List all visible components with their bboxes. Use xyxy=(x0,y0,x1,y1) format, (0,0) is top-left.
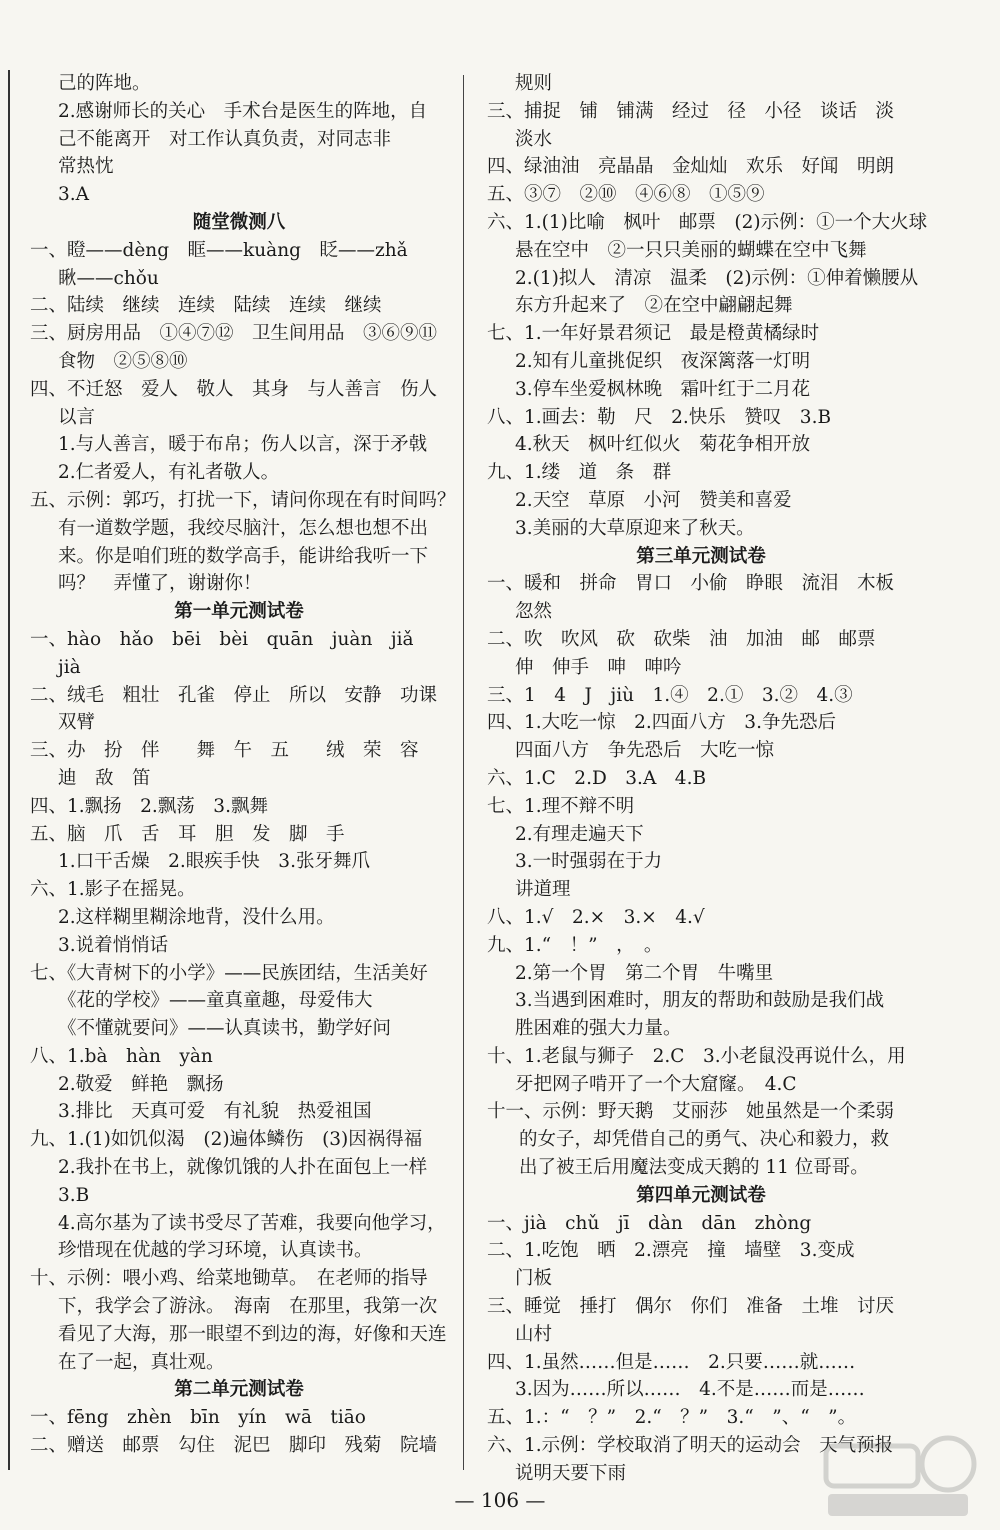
answer-line: 忽然 xyxy=(515,601,553,623)
answer-line: 九、1.“ ！” ， 。 xyxy=(487,934,663,956)
binding-edge-line xyxy=(8,70,10,1470)
answer-line: 3.A xyxy=(58,184,90,206)
section-heading: 第二单元测试卷 xyxy=(174,1379,304,1401)
answer-line: 2.(1)拟人 清凉 温柔 (2)示例：①伸着懒腰从 xyxy=(515,267,919,289)
answer-line: 二、陆续 继续 连续 陆续 连续 继续 xyxy=(30,295,382,317)
answer-line: 3.一时强弱在于力 xyxy=(515,851,663,873)
answer-line: 4.高尔基为了读书受尽了苦难，我要向他学习， xyxy=(58,1212,446,1234)
left-answer-column xyxy=(30,70,456,1460)
answer-line: 四、不迁怒 爱人 敬人 其身 与人善言 伤人 xyxy=(30,378,438,400)
answer-line: 2.有理走遍天下 xyxy=(515,823,644,845)
answer-line: 二、绒毛 粗壮 孔雀 停止 所以 安静 功课 xyxy=(30,684,438,706)
answer-line: 双臂 xyxy=(58,712,96,734)
answer-line: 2.仁者爱人，有礼者敬人。 xyxy=(58,462,280,484)
answer-line: 二、赠送 邮票 勾住 泥巴 脚印 残菊 院墙 xyxy=(30,1435,438,1457)
answer-line: 伸 伸手 呻 呻吟 xyxy=(515,656,682,678)
answer-line: 十、1.老鼠与狮子 2.C 3.小老鼠没再说什么，用 xyxy=(487,1045,906,1067)
answer-line: 五、示例：郭巧，打扰一下，请问你现在有时间吗？ xyxy=(30,489,456,511)
answer-line: 一、jià chǔ jī dàn dān zhòng xyxy=(487,1212,812,1234)
answer-line: 六、1.C 2.D 3.A 4.B xyxy=(487,767,707,789)
answer-line: 二、1.吃饱 晒 2.漂亮 撞 墙壁 3.变成 xyxy=(487,1240,855,1262)
section-heading: 第一单元测试卷 xyxy=(174,601,304,623)
answer-line: 2.感谢师长的关心 手术台是医生的阵地，自 xyxy=(58,100,428,122)
answer-line: 迪 敌 笛 xyxy=(58,767,151,789)
answer-line: 讲道理 xyxy=(515,879,571,901)
answer-line: 七、1.一年好景君须记 最是橙黄橘绿时 xyxy=(487,323,820,345)
answer-line: 规则 xyxy=(515,73,553,94)
answer-line: 四面八方 争先恐后 大吃一惊 xyxy=(515,740,775,762)
answer-line: 3.因为……所以…… 4.不是……而是…… xyxy=(515,1379,865,1401)
answer-line: 2.这样糊里糊涂地背，没什么用。 xyxy=(58,906,335,928)
answer-line: 3.说着悄悄话 xyxy=(58,934,169,956)
answer-line: 胜困难的强大力量。 xyxy=(515,1018,682,1040)
answer-line: 八、1.bà hàn yàn xyxy=(30,1045,213,1067)
answer-line: 一、fēng zhèn bīn yín wā tiāo xyxy=(30,1407,366,1429)
page-number: — 106 — xyxy=(454,1488,546,1512)
answer-line: 《花的学校》——童真童趣，母爱伟大 xyxy=(58,990,373,1012)
answer-line: 五、脑 爪 舌 耳 胆 发 脚 手 xyxy=(30,823,345,845)
answer-line: 看见了大海，那一眼望不到边的海，好像和天连 xyxy=(58,1323,447,1345)
answer-line: 九、1.缕 道 条 群 xyxy=(487,462,672,484)
answer-line: 己的阵地。 xyxy=(58,73,151,94)
answer-line: 四、1.大吃一惊 2.四面八方 3.争先恐后 xyxy=(487,712,836,734)
answer-line: 1.与人善言，暖于布帛；伤人以言，深于矛戟 xyxy=(58,434,428,456)
answer-line: 牙把网子啃开了一个大窟窿。 4.C xyxy=(515,1073,797,1095)
answer-line: 珍惜现在优越的学习环境，认真读书。 xyxy=(58,1240,373,1262)
section-heading: 随堂微测八 xyxy=(192,211,286,233)
answer-line: 3.B xyxy=(58,1184,90,1206)
answer-line: 六、1.影子在摇晃。 xyxy=(30,879,196,901)
answer-line: 八、1.画去：勒 尺 2.快乐 赞叹 3.B xyxy=(487,406,832,428)
answer-line: 来。你是咱们班的数学高手，能讲给我听一下 xyxy=(58,545,429,567)
answer-line: 七、《大青树下的小学》——民族团结，生活美好 xyxy=(30,962,428,984)
answer-line: 2.我扑在书上，就像饥饿的人扑在面包上一样 xyxy=(58,1157,428,1179)
section-heading: 第三单元测试卷 xyxy=(636,545,766,567)
answer-line: 三、1 4 J jiù 1.④ 2.① 3.② 4.③ xyxy=(487,684,853,706)
answer-line: 2.第一个胃 第二个胃 牛嘴里 xyxy=(515,962,774,984)
answer-line: 2.敬爱 鲜艳 飘扬 xyxy=(58,1073,224,1095)
section-heading: 第四单元测试卷 xyxy=(636,1184,766,1206)
answer-line: 五、③⑦ ②⑩ ④⑥⑧ ①⑤⑨ xyxy=(487,184,765,206)
answer-line: 四、1.虽然……但是…… 2.只要……就…… xyxy=(487,1351,856,1373)
answer-line: 五、1.：“ ？” 2.“ ？” 3.“ ”、“ ”。 xyxy=(487,1407,857,1429)
answer-line: 四、绿油油 亮晶晶 金灿灿 欢乐 好闻 明朗 xyxy=(487,156,895,178)
answer-line: 九、1.(1)如饥似渴 (2)遍体鳞伤 (3)因祸得福 xyxy=(30,1129,423,1151)
answer-line: 三、办 扮 伴 舞 午 五 绒 荣 容 xyxy=(30,740,419,762)
answer-line: 3.停车坐爱枫林晚 霜叶红于二月花 xyxy=(515,378,811,400)
answer-line: 三、捕捉 铺 铺满 经过 径 小径 谈话 淡 xyxy=(487,100,895,122)
answer-line: 七、1.理不辩不明 xyxy=(487,795,635,817)
answer-line: 3.当遇到困难时，朋友的帮助和鼓励是我们战 xyxy=(515,990,885,1012)
answer-line: 六、1.(1)比喻 枫叶 邮票 (2)示例：①一个大火球 xyxy=(487,211,928,233)
answer-line: 二、吹 吹风 砍 砍柴 油 加油 邮 邮票 xyxy=(487,628,876,650)
answer-line: 山村 xyxy=(515,1323,553,1345)
answer-line: 2.知有儿童挑促织 夜深篱落一灯明 xyxy=(515,350,811,372)
answer-line: 悬在空中 ②一只只美丽的蝴蝶在空中飞舞 xyxy=(515,239,867,261)
answer-line: 的女子，却凭借自己的勇气、决心和毅力，救 xyxy=(519,1129,890,1151)
answer-line: 己不能离开 对工作认真负责，对同志非 xyxy=(58,128,392,150)
answer-line: 三、睡觉 捶打 偶尔 你们 准备 土堆 讨厌 xyxy=(487,1296,895,1318)
answer-line: 1.口干舌燥 2.眼疾手快 3.张牙舞爪 xyxy=(58,851,370,873)
answer-line: 淡水 xyxy=(515,128,553,150)
answer-line: 以言 xyxy=(58,406,96,428)
watermark-stamp-icon xyxy=(818,1432,978,1522)
right-answer-column xyxy=(487,70,928,1488)
answer-line: 出了被王后用魔法变成天鹅的 11 位哥哥。 xyxy=(519,1157,869,1179)
answer-line: 四、1.飘扬 2.飘荡 3.飘舞 xyxy=(30,795,268,817)
answer-line: jià xyxy=(58,656,81,678)
answer-line: 下，我学会了游泳。 海南 在那里，我第一次 xyxy=(58,1296,438,1318)
answer-line: 食物 ②⑤⑧⑩ xyxy=(58,350,188,372)
answer-line: 门板 xyxy=(515,1268,553,1290)
answer-line: 有一道数学题，我绞尽脑汁，怎么想也想不出 xyxy=(58,517,429,539)
answer-line: 八、1.√ 2.× 3.× 4.√ xyxy=(487,906,705,928)
answer-line: 东方升起来了 ②在空中翩翩起舞 xyxy=(515,295,793,317)
answer-line: 《不懂就要问》——认真读书，勤学好问 xyxy=(58,1018,392,1040)
answer-line: 3.美丽的大草原迎来了秋天。 xyxy=(515,517,755,539)
answer-line: 一、暖和 拼命 胃口 小偷 睁眼 流泪 木板 xyxy=(487,573,895,595)
answer-line: 常热忱 xyxy=(58,156,114,178)
answer-line: 十一、示例：野天鹅 艾丽莎 她虽然是一个柔弱 xyxy=(487,1101,895,1123)
answer-line: 三、厨房用品 ①④⑦⑫ 卫生间用品 ③⑥⑨⑪ xyxy=(30,323,438,345)
answer-line: 一、hào hǎo bēi bèi quān juàn jiǎ xyxy=(30,628,414,650)
answer-line: 在了一起，真壮观。 xyxy=(58,1351,225,1373)
answer-line: 一、瞪——dèng 眶——kuàng 眨——zhǎ xyxy=(30,239,408,261)
answer-line: 3.排比 天真可爱 有礼貌 热爱祖国 xyxy=(58,1101,372,1123)
answer-line: 说明天要下雨 xyxy=(515,1462,627,1484)
answer-line: 瞅——chǒu xyxy=(58,267,159,289)
answer-line: 十、示例：喂小鸡、给菜地锄草。 在老师的指导 xyxy=(30,1268,428,1290)
column-divider xyxy=(463,75,464,1470)
answer-line: 吗？ 弄懂了，谢谢你！ xyxy=(58,573,262,595)
answer-line: 2.天空 草原 小河 赞美和喜爱 xyxy=(515,489,792,511)
answer-line: 4.秋天 枫叶红似火 菊花争相开放 xyxy=(515,434,811,456)
answer-line: 六、1.示例：学校取消了明天的运动会 天气预报 xyxy=(487,1435,894,1457)
